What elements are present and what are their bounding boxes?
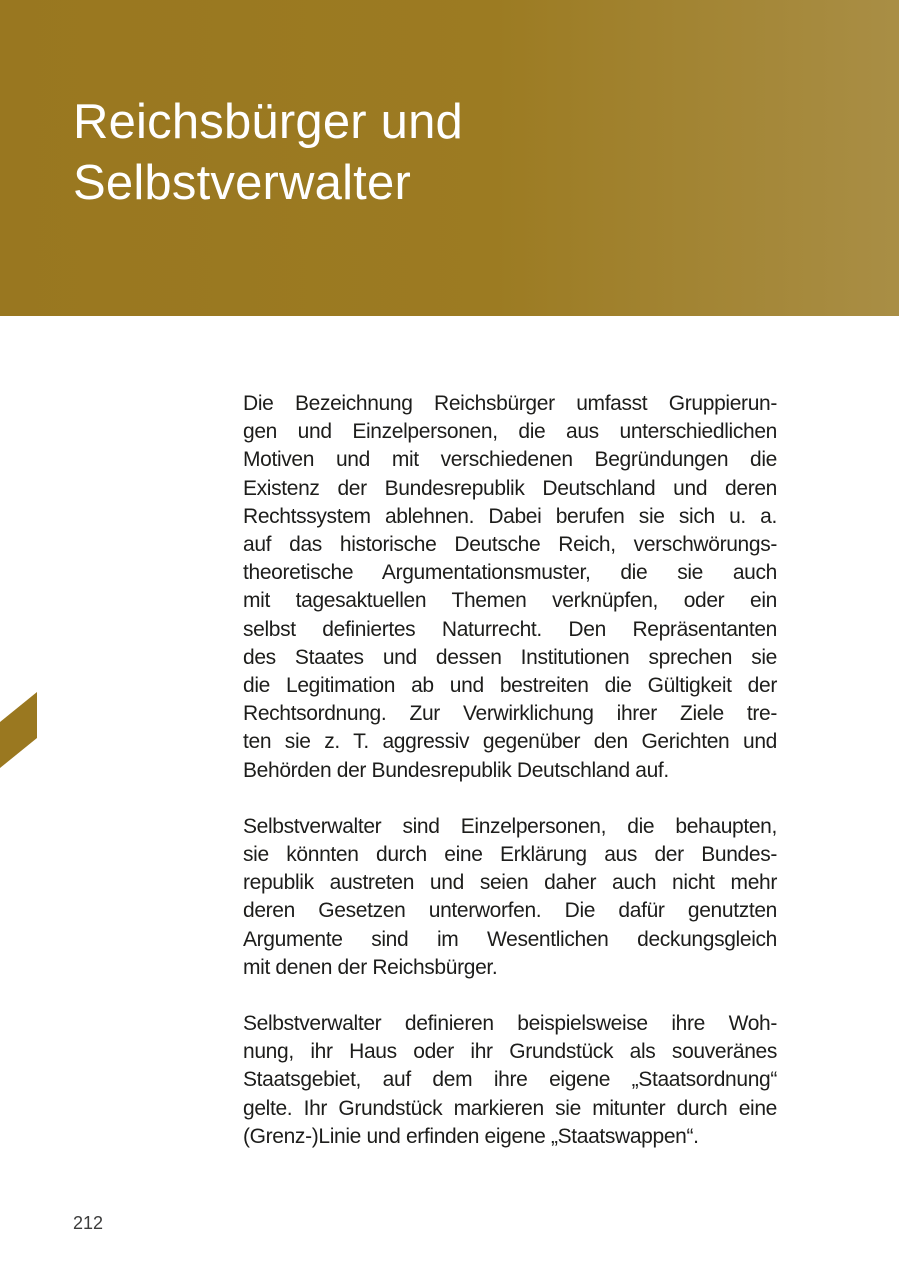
text-line: selbst definiertes Naturrecht. Den Repräsentanten	[243, 617, 777, 641]
text-line: ten sie z. T. aggressiv gegenüber den Gerichten und	[243, 730, 777, 754]
text-line: theoretische Argumentationsmuster, die sie auch	[243, 561, 777, 585]
text-line: auf das historische Deutsche Reich, verschwörungs-	[243, 533, 777, 557]
text-line: Staatsgebiet, auf dem ihre eigene „Staatsordnung“	[243, 1068, 777, 1092]
text-line: nung, ihr Haus oder ihr Grundstück als souveränes	[243, 1040, 777, 1064]
text-line: gelte. Ihr Grundstück markieren sie mitunter durch eine	[243, 1096, 777, 1120]
text-line: (Grenz-)Linie und erfinden eigene „Staatswappen“.	[243, 1124, 699, 1148]
text-line: Selbstverwalter definieren beispielsweise ihre Woh-	[243, 1012, 777, 1036]
paragraph-selbstverwalter	[243, 813, 777, 982]
text-line: Argumente sind im Wesentlichen deckungsgleich	[243, 927, 777, 951]
body-text	[243, 390, 777, 1179]
page-title-line-2: Selbstverwalter	[73, 156, 411, 210]
text-line: republik austreten und seien daher auch nicht mehr	[243, 871, 777, 895]
text-line: mit denen der Reichsbürger.	[243, 955, 498, 979]
text-line: Existenz der Bundesrepublik Deutschland und deren	[243, 476, 777, 500]
header-band	[0, 0, 899, 316]
text-line: gen und Einzelpersonen, die aus unterschiedlichen	[243, 420, 777, 444]
page-title-line-1: Reichsbürger und	[73, 95, 463, 149]
paragraph-reichsbuerger	[243, 390, 777, 785]
text-line: des Staates und dessen Institutionen sprechen sie	[243, 645, 777, 669]
text-line: deren Gesetzen unterworfen. Die dafür genutzten	[243, 899, 777, 923]
text-line: Motiven und mit verschiedenen Begründungen die	[243, 448, 777, 472]
text-line: Selbstverwalter sind Einzelpersonen, die behaupten,	[243, 814, 777, 838]
text-line: sie könnten durch eine Erklärung aus der Bundes-	[243, 843, 777, 867]
text-line: Die Bezeichnung Reichsbürger umfasst Gruppierun-	[243, 392, 777, 415]
text-line: die Legitimation ab und bestreiten die Gültigkeit der	[243, 674, 777, 698]
page-title	[73, 92, 463, 214]
chapter-marker-icon	[0, 692, 37, 768]
text-line: Rechtssystem ablehnen. Dabei berufen sie sich u. a.	[243, 504, 777, 528]
text-line: mit tagesaktuellen Themen verknüpfen, oder ein	[243, 589, 777, 613]
text-line: Rechtsordnung. Zur Verwirklichung ihrer Ziele tre-	[243, 702, 777, 726]
page-number: 212	[73, 1213, 104, 1233]
paragraph-staatsgebiet	[243, 1010, 777, 1151]
text-line: Behörden der Bundesrepublik Deutschland auf.	[243, 758, 669, 782]
